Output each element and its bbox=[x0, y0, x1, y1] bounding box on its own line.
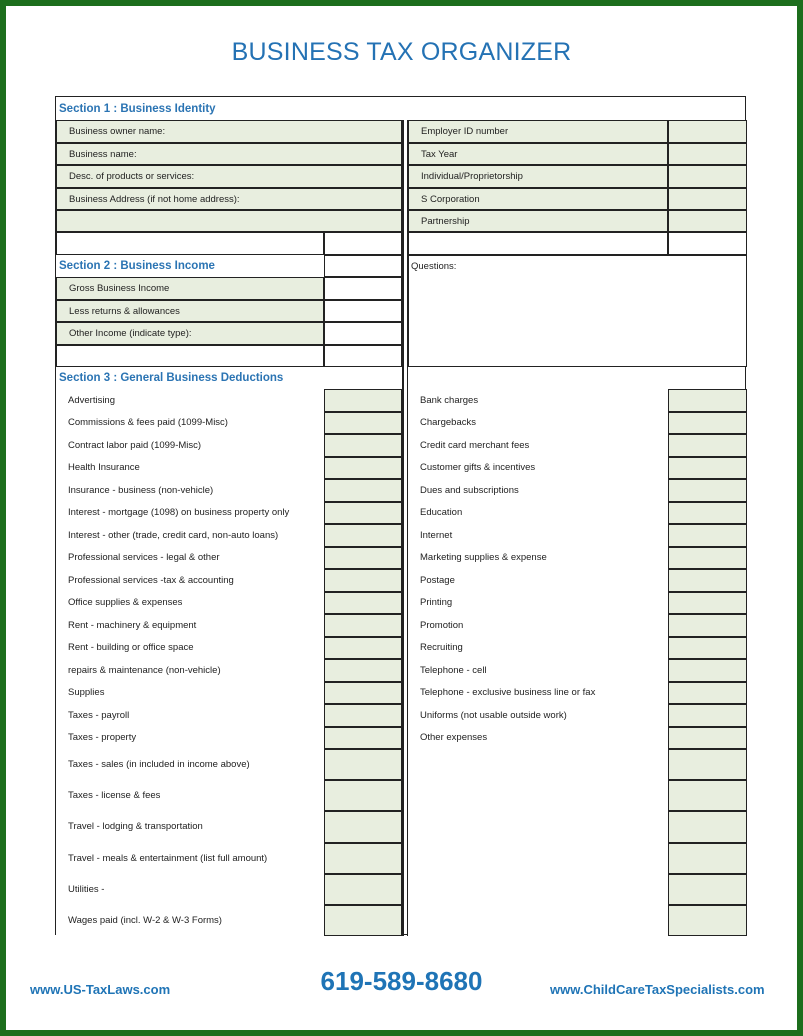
deduction-label bbox=[408, 749, 668, 780]
business-identity-label bbox=[408, 120, 668, 143]
deduction-label bbox=[408, 811, 668, 842]
deduction-input[interactable] bbox=[668, 502, 747, 525]
deduction-input[interactable] bbox=[324, 389, 402, 412]
deduction-label bbox=[408, 547, 668, 570]
field-label: Taxes - property bbox=[68, 732, 137, 744]
deduction-label bbox=[56, 704, 324, 727]
deduction-label bbox=[56, 434, 324, 457]
field-label: Contract labor paid (1099-Misc) bbox=[68, 439, 202, 451]
field-label: Employer ID number bbox=[421, 126, 509, 137]
deduction-input[interactable] bbox=[324, 637, 402, 660]
deduction-input[interactable] bbox=[324, 569, 402, 592]
deduction-input[interactable] bbox=[324, 905, 402, 936]
income-input[interactable] bbox=[324, 300, 402, 322]
deduction-input[interactable] bbox=[668, 637, 747, 660]
deduction-input[interactable] bbox=[324, 614, 402, 637]
field-label: Interest - mortgage (1098) on business property only bbox=[68, 507, 290, 519]
deduction-input[interactable] bbox=[668, 389, 747, 412]
field-label: Chargebacks bbox=[420, 417, 476, 429]
field-label: Commissions & fees paid (1099-Misc) bbox=[68, 417, 228, 429]
blank-row bbox=[408, 232, 668, 255]
field-label: Taxes - sales (in included in income above) bbox=[68, 759, 250, 771]
field-label: Business name: bbox=[69, 148, 137, 160]
field-label: repairs & maintenance (non-vehicle) bbox=[68, 664, 221, 676]
field-label: Taxes - payroll bbox=[68, 709, 130, 721]
deduction-input[interactable] bbox=[324, 479, 402, 502]
blank-value[interactable] bbox=[324, 345, 402, 367]
deduction-input[interactable] bbox=[668, 547, 747, 570]
deduction-label bbox=[408, 502, 668, 525]
section-2-heading: Section 2 : Business Income bbox=[59, 260, 215, 272]
deduction-input[interactable] bbox=[668, 412, 747, 435]
business-identity-input[interactable] bbox=[668, 143, 747, 165]
deduction-label bbox=[408, 389, 668, 412]
field-label: Gross Business Income bbox=[69, 283, 170, 294]
deduction-label bbox=[56, 780, 324, 811]
field-label: Questions: bbox=[411, 261, 457, 272]
deduction-input[interactable] bbox=[668, 704, 747, 727]
deduction-input[interactable] bbox=[668, 874, 747, 905]
deduction-label bbox=[56, 457, 324, 480]
deduction-label bbox=[56, 614, 324, 637]
deduction-input[interactable] bbox=[324, 843, 402, 874]
business-identity-label bbox=[408, 188, 668, 210]
field-label: Travel - meals & entertainment (list full amount) bbox=[68, 852, 268, 864]
business-identity-input[interactable] bbox=[668, 120, 747, 143]
business-identity-label bbox=[408, 143, 668, 165]
deduction-input[interactable] bbox=[324, 659, 402, 682]
deduction-label bbox=[56, 569, 324, 592]
deduction-input[interactable] bbox=[668, 843, 747, 874]
deduction-input[interactable] bbox=[324, 434, 402, 457]
page-title: BUSINESS TAX ORGANIZER bbox=[231, 38, 572, 66]
field-label: Utilities - bbox=[68, 883, 105, 895]
field-label: S Corporation bbox=[421, 193, 480, 205]
deduction-input[interactable] bbox=[324, 780, 402, 811]
deduction-label bbox=[56, 524, 324, 547]
deduction-input[interactable] bbox=[668, 749, 747, 780]
deduction-input[interactable] bbox=[324, 457, 402, 480]
business-identity-field[interactable] bbox=[56, 188, 402, 210]
tax-organizer-form bbox=[55, 96, 746, 935]
business-identity-label bbox=[408, 210, 668, 232]
field-label: Rent - machinery & equipment bbox=[68, 619, 197, 631]
field-label: Telephone - exclusive business line or fax bbox=[420, 687, 596, 699]
field-label: Travel - lodging & transportation bbox=[68, 821, 203, 833]
field-label: Postage bbox=[420, 574, 455, 586]
column-divider bbox=[402, 120, 404, 936]
field-label: Internet bbox=[420, 529, 453, 541]
deduction-label bbox=[408, 457, 668, 480]
deduction-label bbox=[408, 569, 668, 592]
income-label bbox=[56, 300, 324, 322]
field-label: Credit card merchant fees bbox=[420, 439, 530, 451]
deduction-label bbox=[408, 659, 668, 682]
field-label: Tax Year bbox=[421, 148, 458, 160]
deduction-input[interactable] bbox=[668, 457, 747, 480]
deduction-label bbox=[56, 843, 324, 874]
deduction-label bbox=[408, 780, 668, 811]
field-label: Professional services - legal & other bbox=[68, 552, 220, 564]
business-identity-input[interactable] bbox=[668, 210, 747, 232]
section-3-heading: Section 3 : General Business Deductions bbox=[59, 372, 284, 384]
field-label: Individual/Proprietorship bbox=[421, 171, 523, 182]
business-identity-input[interactable] bbox=[668, 165, 747, 188]
income-label bbox=[56, 322, 324, 345]
deduction-label bbox=[408, 479, 668, 502]
field-label: Customer gifts & incentives bbox=[420, 462, 536, 474]
deduction-label bbox=[408, 434, 668, 457]
field-label: Marketing supplies & expense bbox=[420, 552, 547, 564]
field-label: Other Income (indicate type): bbox=[69, 328, 192, 339]
deduction-label bbox=[408, 704, 668, 727]
business-identity-input[interactable] bbox=[668, 188, 747, 210]
deduction-input[interactable] bbox=[324, 547, 402, 570]
field-label: Office supplies & expenses bbox=[68, 597, 183, 609]
field-label: Wages paid (incl. W-2 & W-3 Forms) bbox=[68, 915, 222, 927]
deduction-label bbox=[56, 637, 324, 660]
deduction-input[interactable] bbox=[668, 614, 747, 637]
field-label: Recruiting bbox=[420, 642, 463, 654]
deduction-label bbox=[56, 547, 324, 570]
deduction-input[interactable] bbox=[324, 811, 402, 842]
deduction-input[interactable] bbox=[668, 905, 747, 936]
field-label: Less returns & allowances bbox=[69, 305, 180, 317]
deduction-label bbox=[408, 874, 668, 905]
income-value[interactable] bbox=[324, 255, 402, 277]
field-label: Dues and subscriptions bbox=[420, 484, 519, 496]
deduction-input[interactable] bbox=[324, 704, 402, 727]
field-label: Telephone - cell bbox=[420, 664, 487, 676]
deduction-label bbox=[56, 905, 324, 936]
income-input[interactable] bbox=[324, 277, 402, 300]
deduction-label bbox=[56, 479, 324, 502]
blank-value[interactable] bbox=[668, 232, 747, 255]
deduction-label bbox=[408, 682, 668, 705]
field-label: Supplies bbox=[68, 687, 105, 699]
deduction-input[interactable] bbox=[668, 479, 747, 502]
deduction-input[interactable] bbox=[324, 524, 402, 547]
deduction-input[interactable] bbox=[324, 412, 402, 435]
deduction-label bbox=[56, 502, 324, 525]
business-identity-label bbox=[408, 165, 668, 188]
field-label: Printing bbox=[420, 597, 453, 609]
field-label: Taxes - license & fees bbox=[68, 790, 161, 802]
deduction-label bbox=[408, 905, 668, 936]
deduction-label bbox=[56, 682, 324, 705]
field-label: Advertising bbox=[68, 394, 115, 406]
section-1-heading: Section 1 : Business Identity bbox=[59, 102, 216, 115]
business-identity-field[interactable] bbox=[56, 143, 402, 165]
deduction-label bbox=[56, 412, 324, 435]
deduction-label bbox=[408, 843, 668, 874]
column-divider bbox=[407, 120, 409, 936]
field-label: Business owner name: bbox=[69, 126, 166, 137]
deduction-input[interactable] bbox=[668, 524, 747, 547]
field-label: Education bbox=[420, 507, 463, 519]
income-input[interactable] bbox=[324, 322, 402, 345]
blank-row bbox=[56, 345, 324, 367]
field-label: Uniforms (not usable outside work) bbox=[420, 709, 567, 721]
deduction-input[interactable] bbox=[324, 502, 402, 525]
deduction-input[interactable] bbox=[668, 434, 747, 457]
business-identity-field[interactable] bbox=[56, 120, 402, 143]
deduction-input[interactable] bbox=[668, 592, 747, 615]
deduction-label bbox=[56, 727, 324, 750]
footer-phone: 619-589-8680 bbox=[320, 966, 483, 996]
questions-box[interactable] bbox=[408, 255, 747, 367]
deduction-input[interactable] bbox=[668, 780, 747, 811]
deduction-label bbox=[408, 637, 668, 660]
deduction-input[interactable] bbox=[324, 727, 402, 750]
field-label: Health Insurance bbox=[68, 462, 140, 474]
deduction-input[interactable] bbox=[668, 727, 747, 750]
deduction-label bbox=[56, 874, 324, 905]
deduction-input[interactable] bbox=[668, 811, 747, 842]
deduction-label bbox=[408, 727, 668, 750]
deduction-label bbox=[56, 749, 324, 780]
field-label: Interest - other (trade, credit card, non-auto loans) bbox=[68, 529, 279, 541]
field-label: Business Address (if not home address): bbox=[69, 193, 240, 205]
deduction-label bbox=[56, 592, 324, 615]
deduction-input[interactable] bbox=[324, 682, 402, 705]
field-label: Rent - building or office space bbox=[68, 642, 194, 654]
deduction-input[interactable] bbox=[324, 592, 402, 615]
deduction-label bbox=[408, 592, 668, 615]
deduction-input[interactable] bbox=[324, 749, 402, 780]
deduction-label bbox=[56, 659, 324, 682]
deduction-label bbox=[56, 811, 324, 842]
deduction-input[interactable] bbox=[668, 659, 747, 682]
income-label bbox=[56, 277, 324, 300]
field-label: Other expenses bbox=[420, 732, 488, 744]
field-label: Bank charges bbox=[420, 394, 479, 406]
field-label: Partnership bbox=[421, 215, 470, 227]
deduction-label bbox=[408, 412, 668, 435]
deduction-label bbox=[56, 389, 324, 412]
deduction-label bbox=[408, 524, 668, 547]
business-identity-field[interactable] bbox=[56, 165, 402, 188]
deduction-input[interactable] bbox=[324, 874, 402, 905]
footer-right-url[interactable]: www.ChildCareTaxSpecialists.com bbox=[550, 982, 765, 997]
blank-value[interactable] bbox=[324, 232, 402, 255]
field-label: Desc. of products or services: bbox=[69, 171, 195, 182]
field-label: Promotion bbox=[420, 619, 464, 631]
field-label: Professional services -tax & accounting bbox=[68, 574, 234, 586]
deduction-label bbox=[408, 614, 668, 637]
deduction-input[interactable] bbox=[668, 682, 747, 705]
business-identity-field[interactable] bbox=[56, 210, 402, 232]
footer-left-url[interactable]: www.US-TaxLaws.com bbox=[30, 982, 171, 997]
deduction-input[interactable] bbox=[668, 569, 747, 592]
blank-row bbox=[56, 232, 324, 255]
field-label: Insurance - business (non-vehicle) bbox=[68, 484, 214, 496]
